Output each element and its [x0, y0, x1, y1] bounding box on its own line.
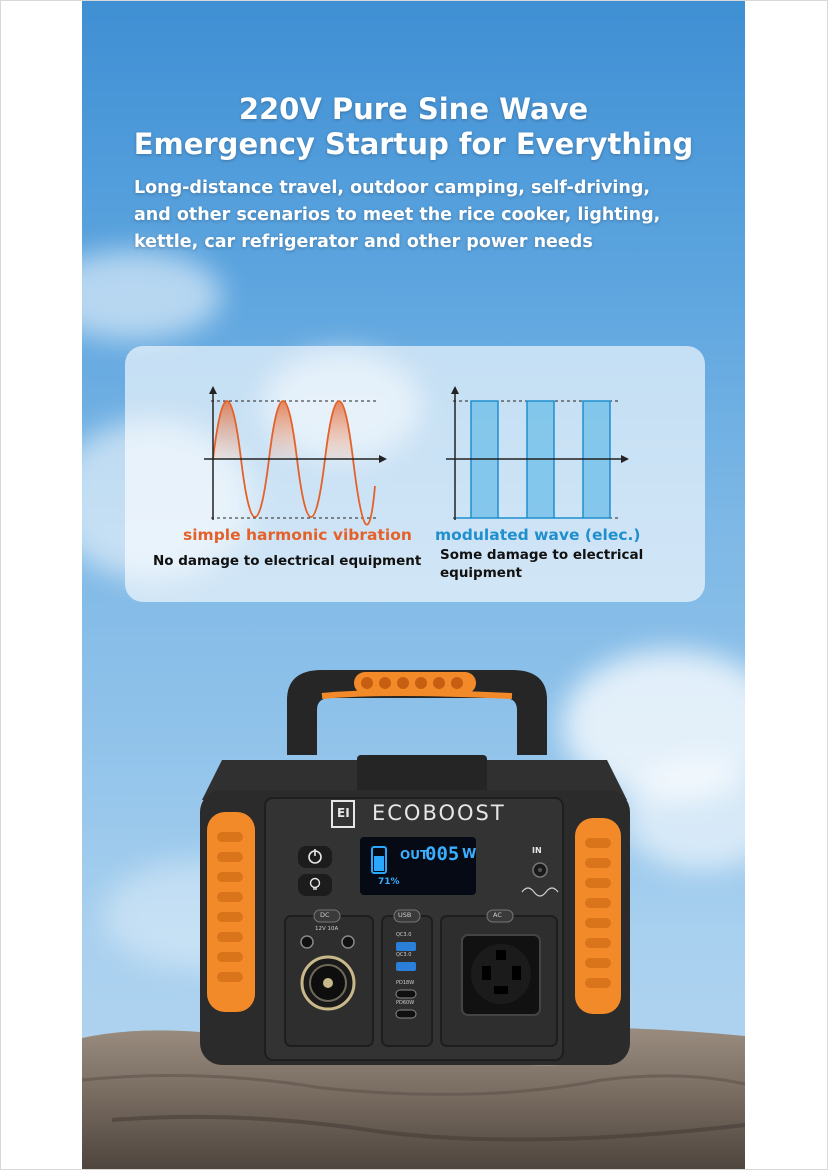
- portable-power-station: [82, 660, 745, 1080]
- usb-label: USB: [398, 911, 412, 919]
- description-line-3: kettle, car refrigerator and other power needs: [134, 232, 593, 252]
- sine-wave-graph: [201, 386, 391, 526]
- sine-caption: simple harmonic vibration: [183, 526, 412, 544]
- power-station-body: [82, 660, 745, 1080]
- display-watt-value: 005: [425, 843, 460, 865]
- power-icon[interactable]: [298, 846, 332, 868]
- usb-port-pd-1: PD18W: [396, 980, 415, 986]
- headline-line-1: 220V Pure Sine Wave: [238, 92, 589, 126]
- dc-rating: 12V 10A: [315, 926, 339, 932]
- brand-name: ECOBOOST: [372, 801, 506, 825]
- wave-comparison-panel: [125, 346, 705, 602]
- ac-label: AC: [493, 911, 502, 919]
- in-port-label: IN: [532, 846, 542, 855]
- usb-port-qc-2: QC3.0: [396, 952, 412, 958]
- dc-label: DC: [320, 911, 330, 919]
- usb-port-pd-2: PD60W: [396, 1000, 415, 1006]
- light-bulb-icon[interactable]: [298, 874, 332, 896]
- headline-line-2: Emergency Startup for Everything: [133, 127, 694, 161]
- modulated-note-line-2: equipment: [440, 565, 523, 581]
- cloud: [82, 250, 222, 340]
- display-unit: W: [462, 847, 477, 862]
- description-text: [134, 175, 734, 256]
- modulated-wave-graph: [443, 386, 633, 526]
- brand-mark: EI: [337, 806, 350, 820]
- description-line-1: Long-distance travel, outdoor camping, self-driving,: [134, 178, 651, 198]
- modulated-note: [440, 546, 643, 582]
- usb-port-qc-1: QC3.0: [396, 932, 412, 938]
- description-line-2: and other scenarios to meet the rice cooker, lighting,: [134, 205, 661, 225]
- display-percent: 71%: [378, 877, 400, 887]
- product-poster: [82, 0, 745, 1170]
- sine-note: No damage to electrical equipment: [153, 553, 422, 569]
- modulated-note-line-1: Some damage to electrical: [440, 547, 644, 563]
- modulated-caption: modulated wave (elec.): [435, 526, 641, 544]
- display-out-label: OUT: [400, 848, 429, 862]
